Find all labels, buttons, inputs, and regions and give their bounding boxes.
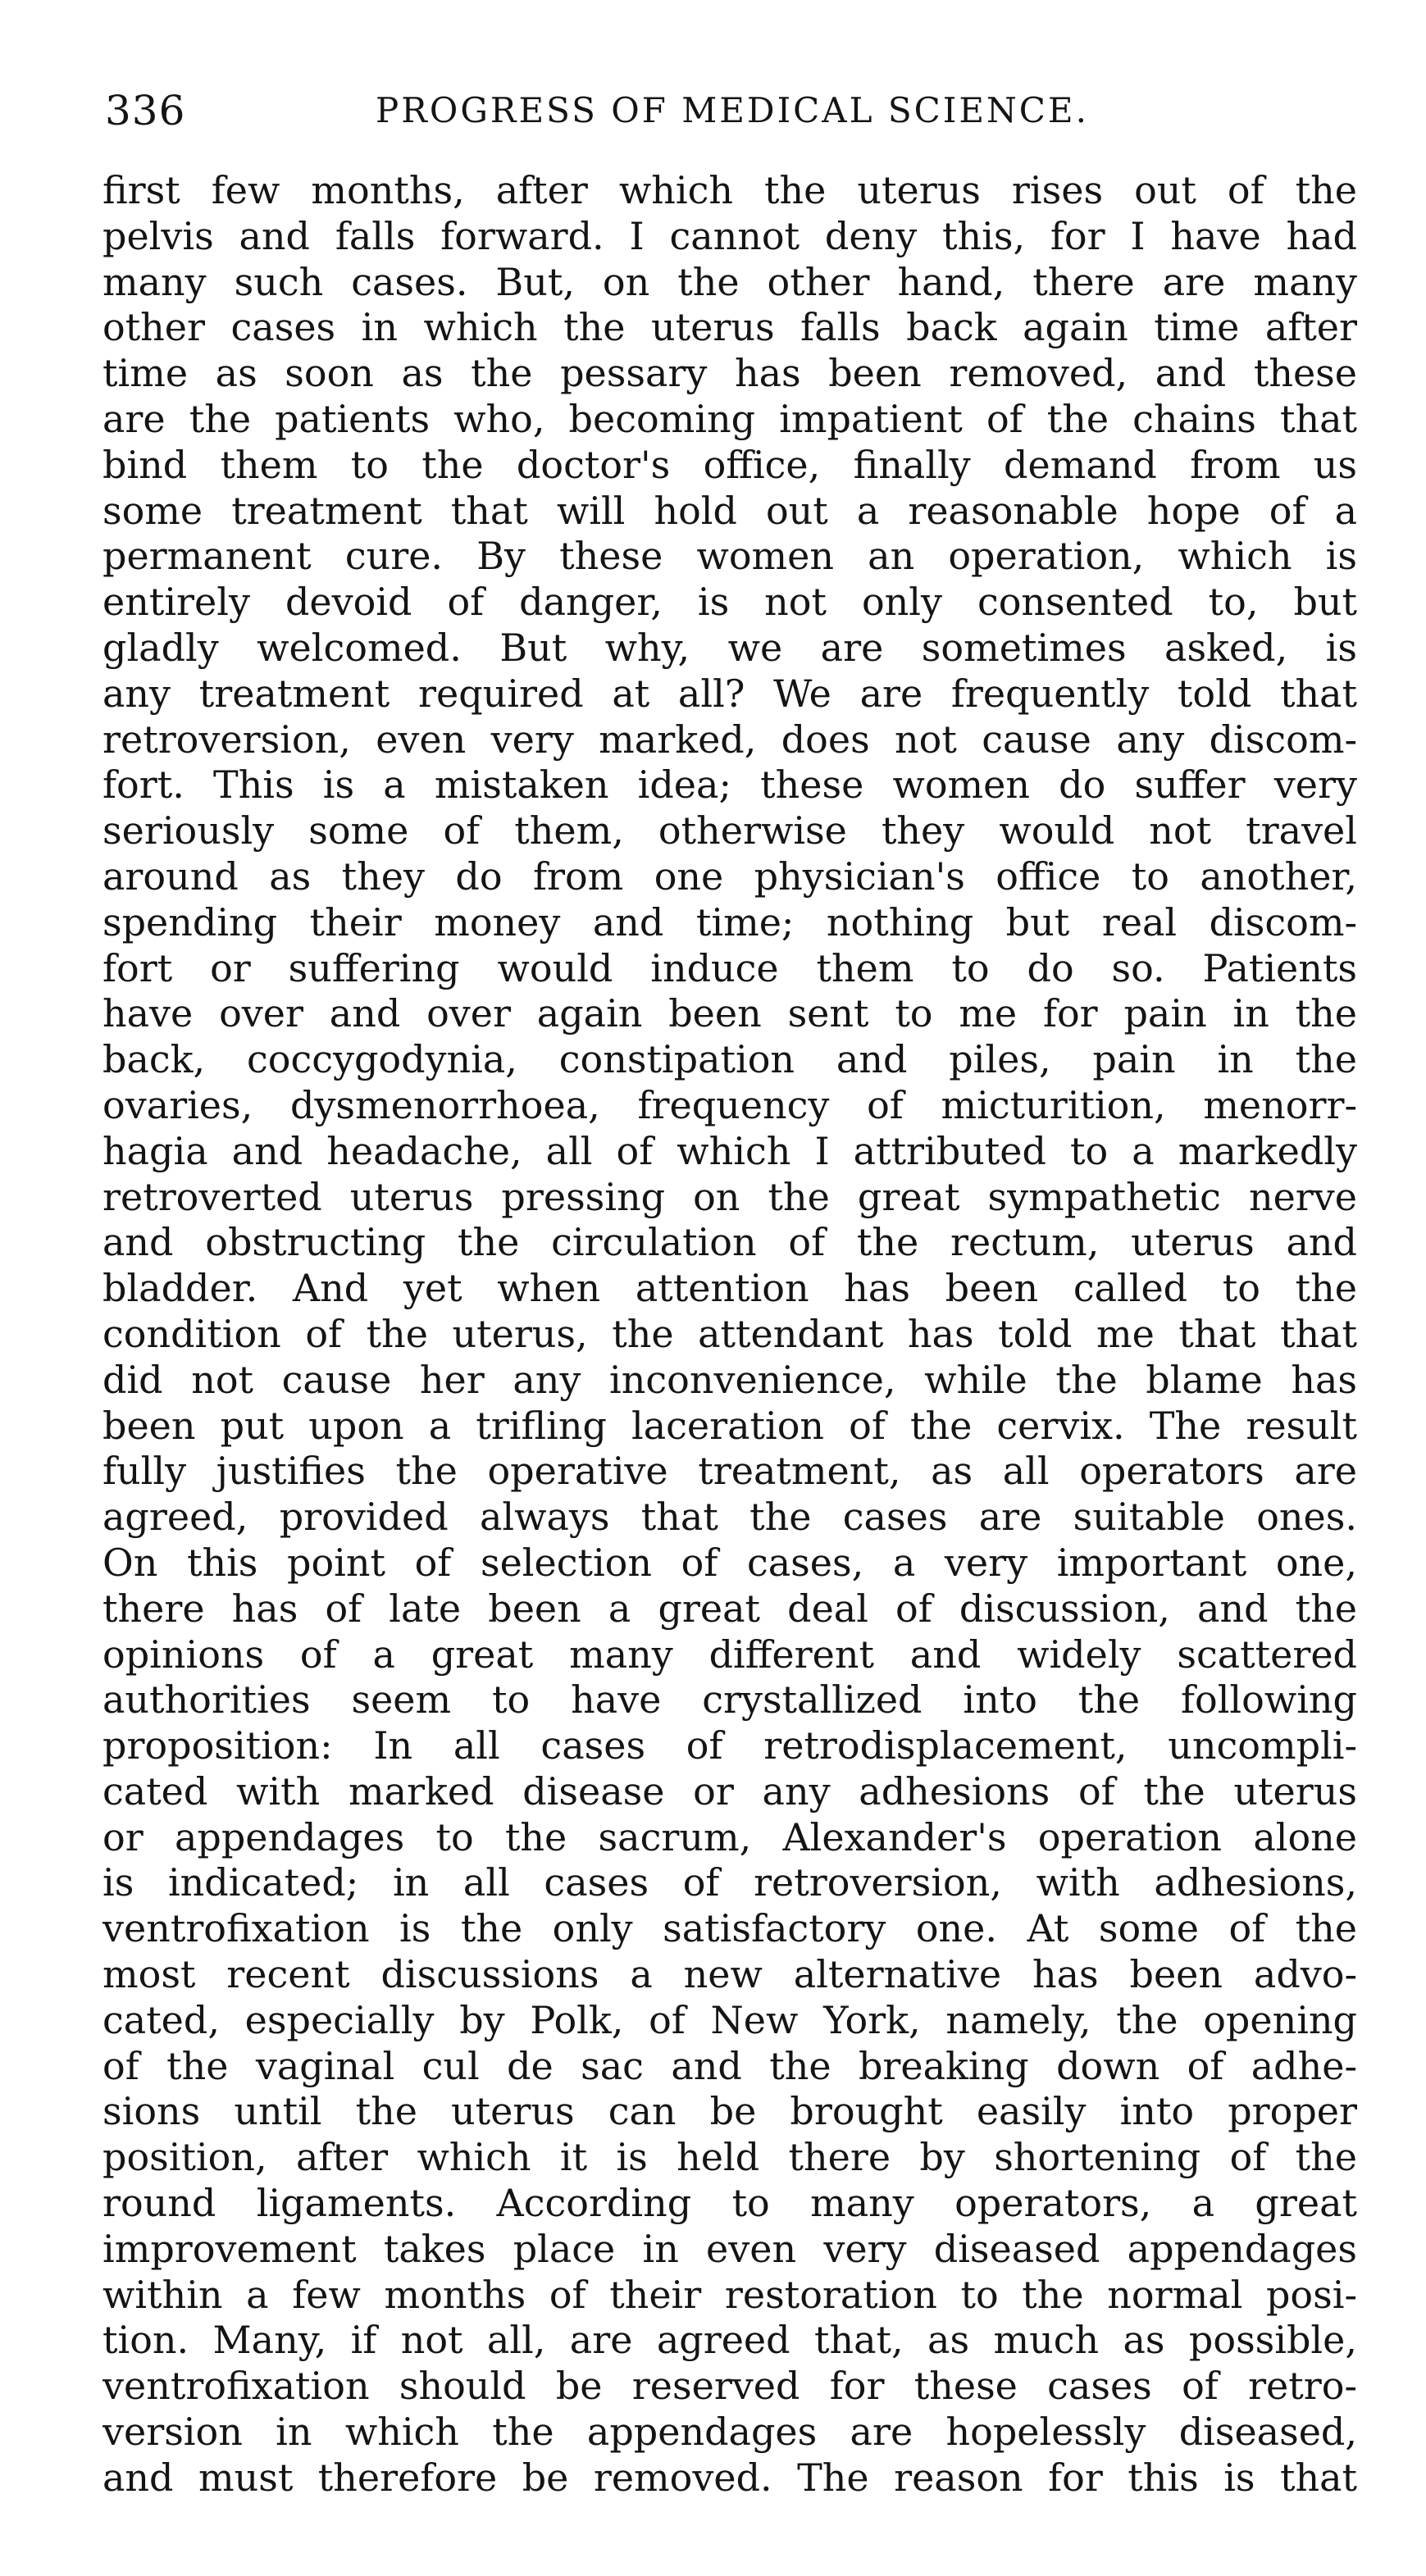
text-line: of the vaginal cul de sac and the breaking down of adhe- — [103, 2043, 1357, 2088]
text-line: first few months, after which the uterus rises out of the — [103, 168, 1357, 212]
text-line: fully justifies the operative treatment, as all operators are — [103, 1449, 1357, 1494]
text-line: cated with marked disease or any adhesions of the uterus — [103, 1768, 1357, 1814]
text-line: around as they do from one physician's office to another, — [103, 853, 1357, 899]
text-line: condition of the uterus, the attendant has told me that that — [103, 1311, 1357, 1356]
text-line: some treatment that will hold out a reasonable hope of a — [103, 488, 1357, 533]
text-line: any treatment required at all? We are frequently told that — [103, 671, 1357, 716]
text-line: ventrofixation should be reserved for these cases of retro- — [103, 2364, 1357, 2409]
text-line: back, coccygodynia, constipation and piles, pain in the — [103, 1037, 1357, 1082]
text-line: most recent discussions a new alternative has been advo- — [103, 1952, 1357, 1997]
text-line: proposition: In all cases of retrodisplacement, uncompli- — [103, 1723, 1357, 1768]
text-line: sions until the uterus can be brought easily into proper — [103, 2089, 1357, 2134]
text-line: bind them to the doctor's office, finally demand from us — [103, 442, 1357, 487]
text-line: many such cases. But, on the other hand, there are many — [103, 259, 1357, 304]
text-line: agreed, provided always that the cases are suitable ones. — [103, 1495, 1357, 1540]
text-line: round ligaments. According to many operators, a great — [103, 2181, 1357, 2226]
text-line: fort or suffering would induce them to do so. Patients — [103, 945, 1357, 990]
text-line: there has of late been a great deal of discussion, and the — [103, 1586, 1357, 1631]
text-line: cated, especially by Polk, of New York, namely, the opening — [103, 1997, 1357, 2042]
text-line: ventrofixation is the only satisfactory one. At some of the — [103, 1906, 1357, 1951]
text-line: or appendages to the sacrum, Alexander's operation alone — [103, 1814, 1357, 1859]
text-line: is indicated; in all cases of retroversion, with adhesions, — [103, 1860, 1357, 1905]
text-line: time as soon as the pessary has been removed, and these — [103, 351, 1357, 396]
text-line: ovaries, dysmenorrhoea, frequency of micturition, menorr- — [103, 1082, 1357, 1127]
text-line: authorities seem to have crystallized into the following — [103, 1677, 1357, 1723]
text-line: opinions of a great many different and widely scattered — [103, 1632, 1357, 1677]
text-line: seriously some of them, otherwise they would not travel — [103, 808, 1357, 853]
text-line: gladly welcomed. But why, we are sometimes asked, is — [103, 625, 1357, 670]
text-line: other cases in which the uterus falls back again time after — [103, 305, 1357, 350]
text-line: pelvis and falls forward. I cannot deny this, for I have had — [103, 213, 1357, 258]
text-line: version in which the appendages are hopelessly diseased, — [103, 2410, 1357, 2455]
page-number: 336 — [105, 87, 186, 134]
text-line: have over and over again been sent to me for pain in the — [103, 991, 1357, 1036]
text-line: permanent cure. By these women an operation, which is — [103, 534, 1357, 579]
text-line: been put upon a trifling laceration of the cervix. The result — [103, 1403, 1357, 1448]
text-line: tion. Many, if not all, are agreed that, as much as possible, — [103, 2318, 1357, 2363]
text-line: did not cause her any inconvenience, while the blame has — [103, 1357, 1357, 1402]
page-header — [105, 82, 1351, 139]
text-line: fort. This is a mistaken idea; these women do suffer very — [103, 762, 1357, 808]
text-line: position, after which it is held there by shortening of the — [103, 2135, 1357, 2180]
text-line: improvement takes place in even very diseased appendages — [103, 2226, 1357, 2271]
text-line: spending their money and time; nothing but real discom- — [103, 899, 1357, 944]
text-line: within a few months of their restoration to the normal posi- — [103, 2272, 1357, 2317]
text-line: On this point of selection of cases, a very important one, — [103, 1540, 1357, 1585]
text-line: bladder. And yet when attention has been called to the — [103, 1266, 1357, 1311]
text-line: retroverted uterus pressing on the great sympathetic nerve — [103, 1174, 1357, 1219]
text-line: entirely devoid of danger, is not only consented to, but — [103, 580, 1357, 625]
running-head: PROGRESS OF MEDICAL SCIENCE. — [376, 90, 1089, 130]
text-line: and must therefore be removed. The reason for this is that — [103, 2455, 1357, 2500]
text-line: hagia and headache, all of which I attributed to a markedly — [103, 1128, 1357, 1173]
text-line: and obstructing the circulation of the rectum, uterus and — [103, 1220, 1357, 1265]
text-line: retroversion, even very marked, does not cause any discom- — [103, 717, 1357, 762]
body-text — [103, 168, 1357, 2501]
text-line: are the patients who, becoming impatient of the chains that — [103, 396, 1357, 441]
